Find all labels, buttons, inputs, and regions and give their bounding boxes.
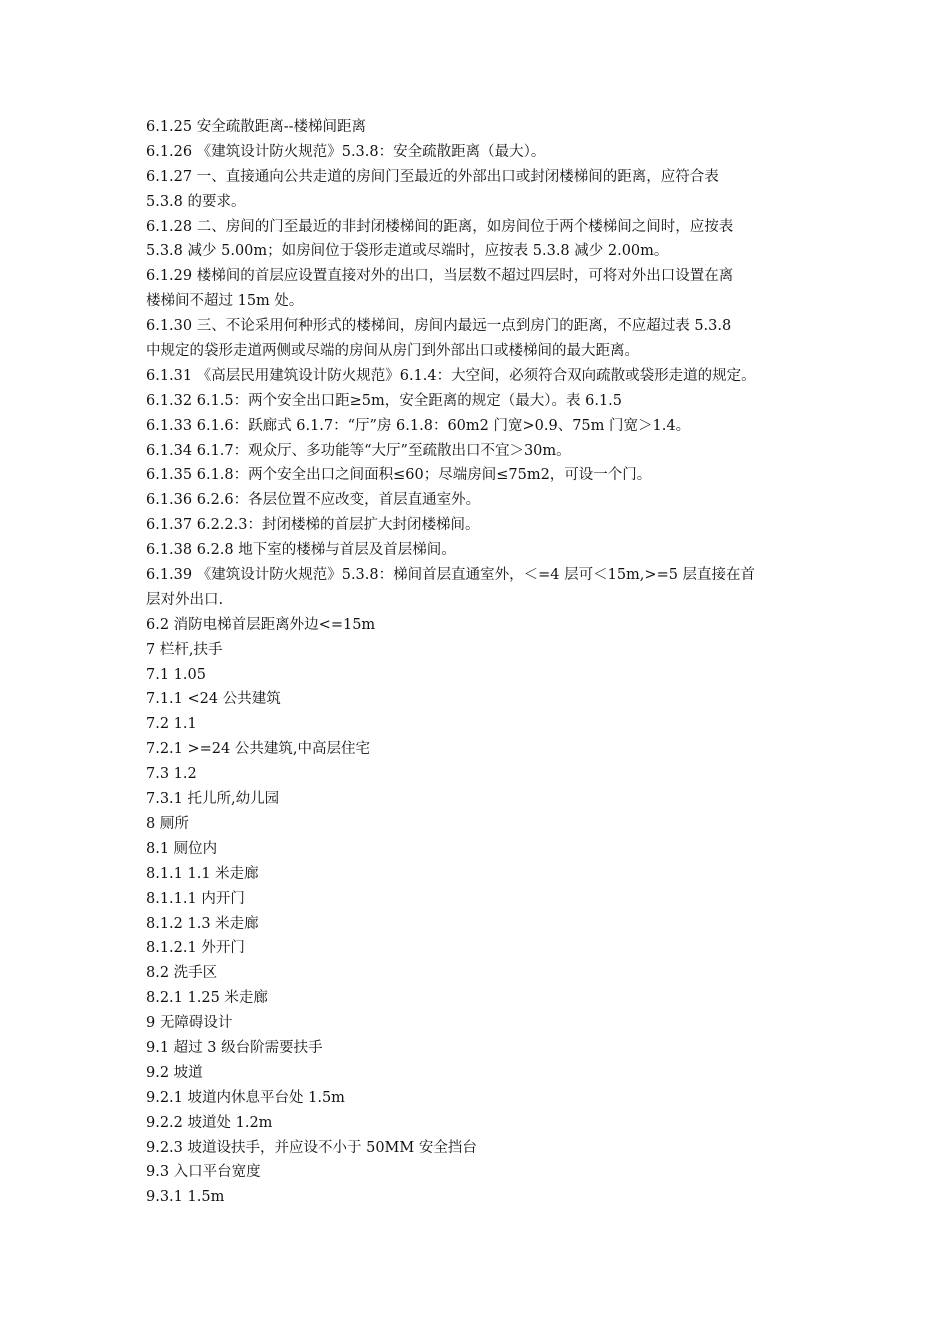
text-line: 7.2.1 >=24 公共建筑,中高层住宅	[146, 741, 370, 758]
text-line: 6.1.35 6.1.8：两个安全出口之间面积≤60；尽端房间≤75m2，可设一个门。	[146, 467, 652, 484]
text-line: 8.1.2 1.3 米走廊	[146, 915, 259, 932]
text-line: 6.2 消防电梯首层距离外边<=15m	[146, 616, 376, 633]
text-line: 6.1.34 6.1.7：观众厅、多功能等“大厅”至疏散出口不宜＞30m。	[146, 442, 571, 459]
text-line: 7.1.1 <24 公共建筑	[146, 691, 281, 708]
text-line: 9.2.1 坡道内休息平台处 1.5m	[146, 1089, 345, 1106]
text-line: 7 栏杆,扶手	[146, 641, 223, 658]
text-line: 6.1.36 6.2.6：各层位置不应改变，首层直通室外。	[146, 492, 481, 509]
text-line: 6.1.39 《建筑设计防火规范》5.3.8：梯间首层直通室外，＜=4 层可＜15m,>=5 层直接在首	[146, 567, 756, 584]
text-line: 6.1.27 一、直接通向公共走道的房间门至最近的外部出口或封闭楼梯间的距离，应符合表	[146, 168, 719, 185]
text-line: 9.1 超过 3 级台阶需要扶手	[146, 1039, 323, 1056]
text-line: 8.1.2.1 外开门	[146, 940, 245, 957]
document-body	[146, 115, 810, 1210]
text-line: 5.3.8 的要求。	[146, 193, 246, 210]
text-line: 7.1 1.05	[146, 666, 206, 683]
text-line: 9.2.2 坡道处 1.2m	[146, 1114, 273, 1131]
text-line: 中规定的袋形走道两侧或尽端的房间从房门到外部出口或楼梯间的最大距离。	[146, 343, 639, 360]
text-line: 8.1.1 1.1 米走廊	[146, 865, 259, 882]
text-line: 7.3 1.2	[146, 766, 197, 783]
text-line: 9.2.3 坡道设扶手，并应设不小于 50MM 安全挡台	[146, 1139, 477, 1156]
text-line: 6.1.38 6.2.8 地下室的楼梯与首层及首层梯间。	[146, 542, 456, 559]
text-line: 8.1 厕位内	[146, 840, 218, 857]
text-line: 6.1.26 《建筑设计防火规范》5.3.8：安全疏散距离（最大）。	[146, 143, 546, 160]
text-line: 6.1.29 楼梯间的首层应设置直接对外的出口，当层数不超过四层时，可将对外出口设置在离	[146, 268, 734, 285]
text-line: 9.2 坡道	[146, 1064, 203, 1081]
text-line: 9 无障碍设计	[146, 1015, 233, 1032]
text-line: 6.1.32 6.1.5：两个安全出口距≥5m，安全距离的规定（最大）。表 6.1.5	[146, 392, 622, 409]
text-line: 6.1.31 《高层民用建筑设计防火规范》6.1.4：大空间，必须符合双向疏散或袋形走道的规定。	[146, 367, 756, 384]
text-line: 7.3.1 托儿所,幼儿园	[146, 791, 280, 808]
text-line: 楼梯间不超过 15m 处。	[146, 293, 304, 310]
text-line: 6.1.28 二、房间的门至最近的非封闭楼梯间的距离，如房间位于两个楼梯间之间时，应按表	[146, 218, 734, 235]
text-line: 6.1.30 三、不论采用何种形式的楼梯间，房间内最远一点到房门的距离，不应超过表 5.3.8	[146, 318, 732, 335]
text-line: 7.2 1.1	[146, 716, 197, 733]
text-line: 6.1.37 6.2.2.3：封闭楼梯的首层扩大封闭楼梯间。	[146, 517, 480, 534]
text-line: 8 厕所	[146, 815, 189, 832]
text-line: 8.2 洗手区	[146, 965, 218, 982]
text-line: 8.1.1.1 内开门	[146, 890, 245, 907]
text-line: 6.1.33 6.1.6：跃廊式 6.1.7：“厅”房 6.1.8：60m2 门宽>0.9、75m 门宽＞1.4。	[146, 417, 691, 434]
text-line: 8.2.1 1.25 米走廊	[146, 990, 268, 1007]
text-line: 6.1.25 安全疏散距离--楼梯间距离	[146, 119, 367, 135]
text-line: 9.3 入口平台宽度	[146, 1164, 261, 1181]
text-line: 5.3.8 减少 5.00m；如房间位于袋形走道或尽端时，应按表 5.3.8 减少 2.00m。	[146, 243, 669, 260]
text-line: 层对外出口.	[146, 591, 224, 608]
text-line: 9.3.1 1.5m	[146, 1189, 225, 1206]
